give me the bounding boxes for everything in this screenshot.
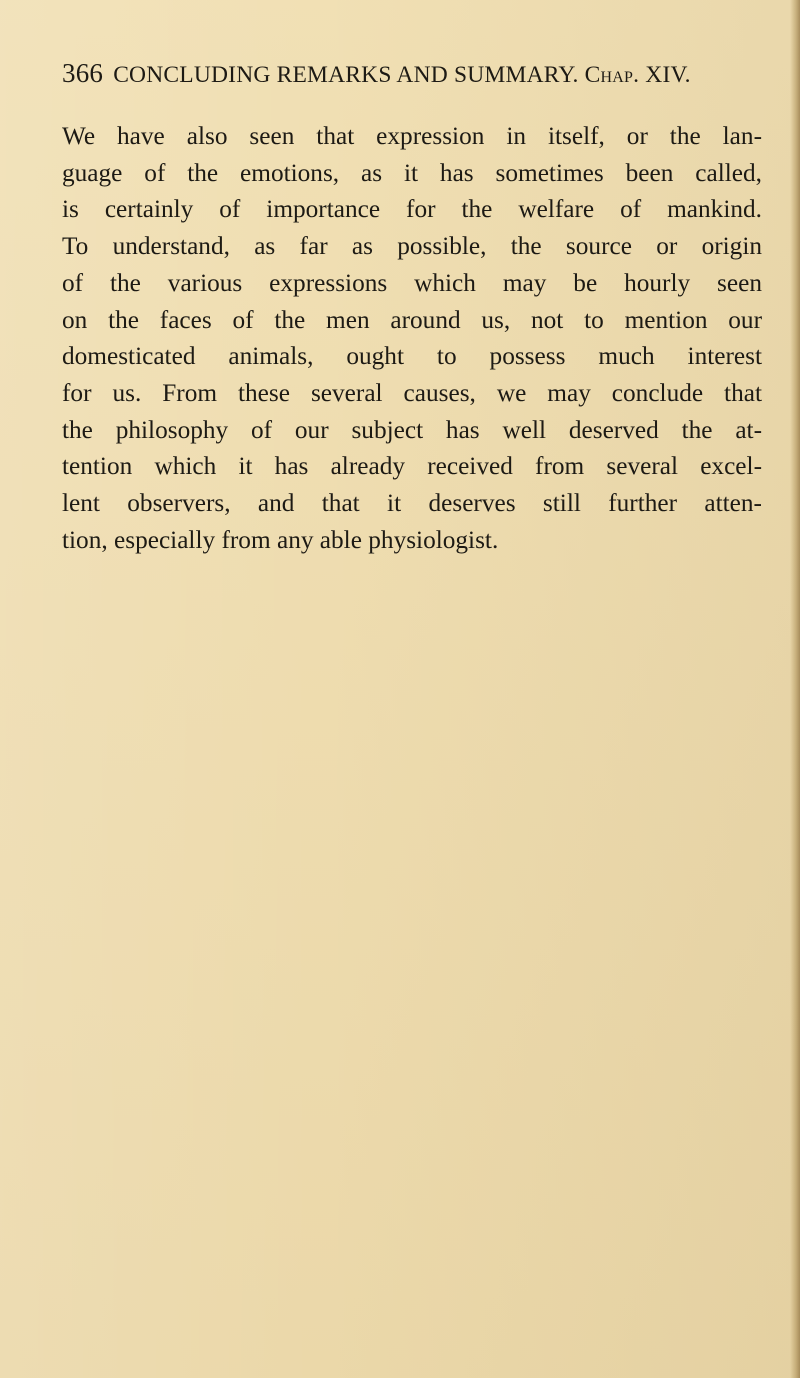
text-line: tion, especially from any able physiologist.: [62, 525, 499, 554]
text-line: for us. From these several causes, we may conclude that: [62, 378, 762, 407]
text-line: the philosophy of our subject has well deserved the at-: [62, 415, 762, 444]
running-head-title: CONCLUDING REMARKS AND SUMMARY.: [113, 62, 579, 88]
text-line: tention which it has already received from several excel-: [62, 452, 762, 481]
body-paragraph: [62, 118, 762, 558]
page-edge-shadow: [790, 0, 800, 1378]
running-head: [62, 58, 792, 98]
text-line: lent observers, and that it deserves still further atten-: [62, 489, 762, 518]
page-number: 366: [62, 58, 104, 88]
text-line: is certainly of importance for the welfare of mankind.: [62, 195, 762, 224]
chapter-label: Chap. XIV.: [584, 62, 691, 88]
text-line: of the various expressions which may be hourly seen: [62, 268, 762, 297]
text-line: domesticated animals, ought to possess much interest: [62, 342, 762, 371]
text-line: We have also seen that expression in itself, or the lan-: [62, 122, 762, 150]
text-line: To understand, as far as possible, the source or origin: [62, 232, 762, 261]
text-line: on the faces of the men around us, not to mention our: [62, 305, 762, 334]
text-line: guage of the emotions, as it has sometimes been called,: [62, 158, 762, 187]
